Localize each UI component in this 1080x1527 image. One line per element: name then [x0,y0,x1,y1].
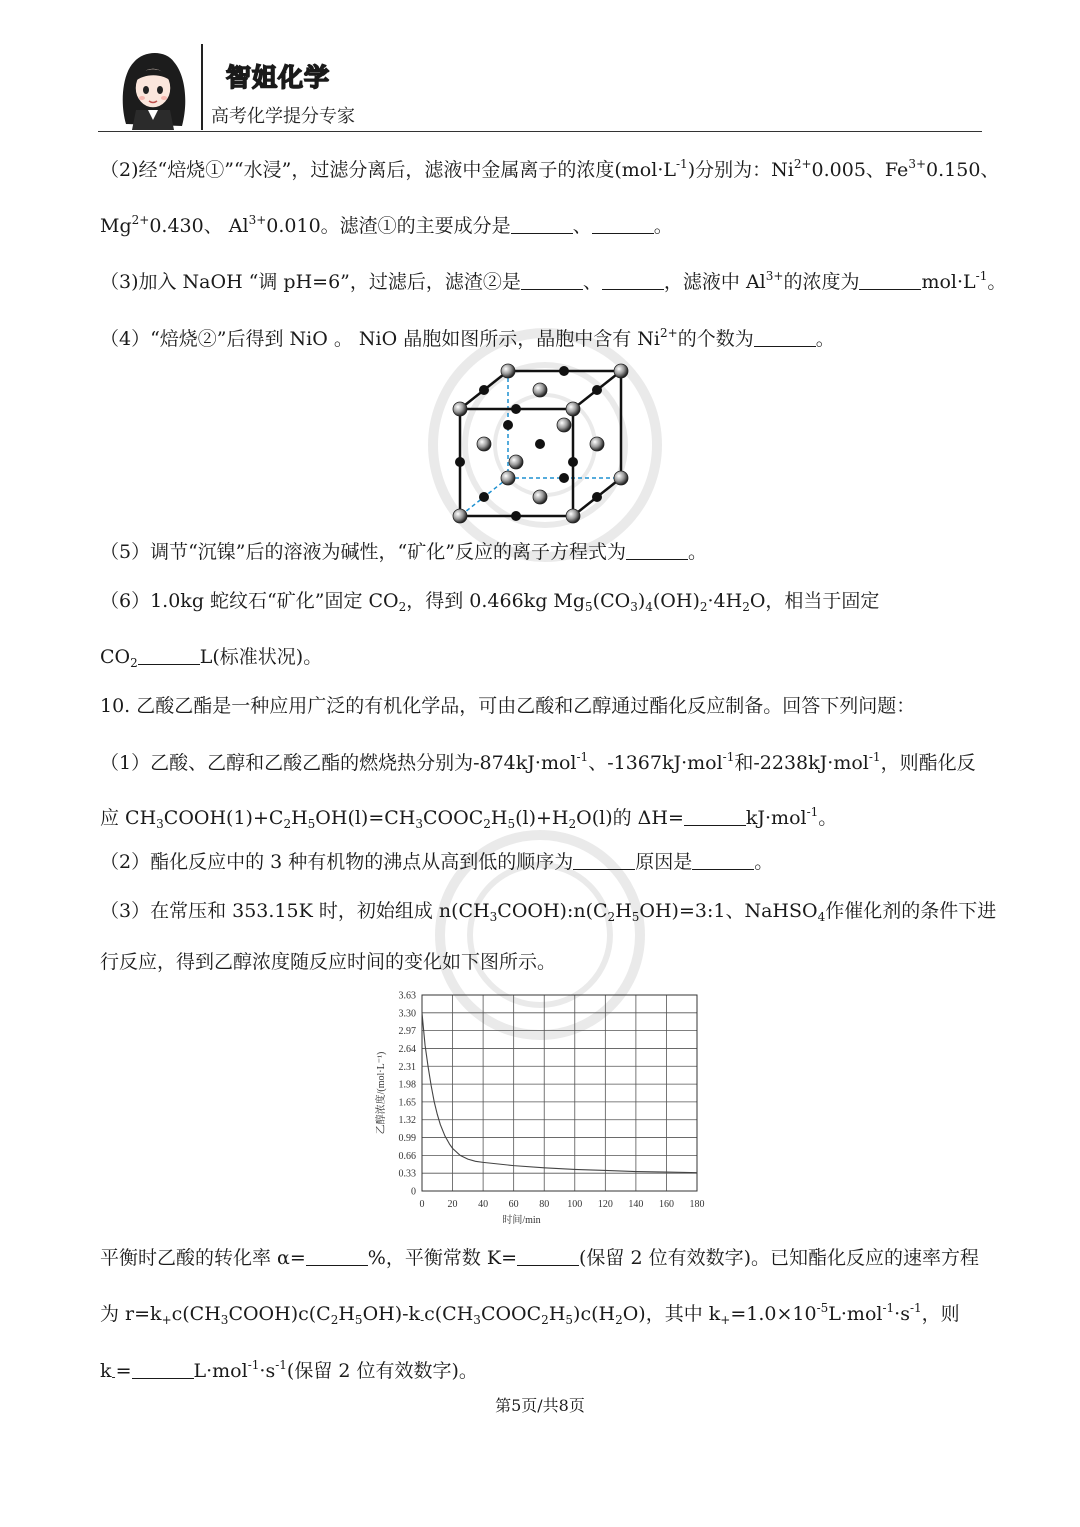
plot-frame [422,995,697,1191]
q10-part2 [100,850,773,874]
text: %，平衡常数 K= [367,1247,518,1269]
text: H [615,900,632,922]
text: 5 [565,1313,574,1327]
text: OH(l)=CH [315,807,416,829]
text: mol·L [921,271,976,293]
q9-part5 [100,540,707,564]
y-tick-label: 0 [411,1186,416,1198]
text: 行反应，得到乙醇浓度随反应时间的变化如下图所示。 [100,951,557,973]
text: 2+ [793,157,812,171]
y-tick-label: 0.99 [398,1133,416,1145]
answer-blank[interactable] [138,646,200,665]
text: （2）酯化反应中的 3 种有机物的沸点从高到低的顺序为 [100,851,574,873]
text: 。 [815,328,835,350]
text: + [720,1313,731,1327]
q10-part1-line2 [100,800,837,836]
nio-unit-cell-diagram [450,360,635,528]
y-tick-label: 2.64 [398,1043,416,1055]
text: 作催化剂的条件下进 [825,900,997,922]
text: 。 [687,541,707,563]
text: 和-2238kJ·mol [734,752,869,774]
text: -1 [975,269,988,283]
y-axis-label: 乙醇浓度/(mol·L⁻¹) [376,1051,387,1135]
text: H [291,807,308,829]
text: + [161,1313,172,1327]
text: 3+ [248,213,267,227]
text: L(标准状况)。 [199,646,323,668]
text: 、-1367kJ·mol [588,752,723,774]
text: （3)加入 NaOH “调 pH=6”，过滤后，滤渣②是 [100,271,521,293]
text: ，则 [921,1303,960,1325]
text: 5 [585,600,593,614]
avatar-illustration [112,44,194,130]
text: 3 [220,1313,229,1327]
q10-part1-line1 [100,745,976,775]
text: （3）在常压和 353.15K 时，初始组成 n(CH [100,900,490,922]
text: 3+ [765,269,784,283]
text: O，相当于固定 [749,590,880,612]
answer-blank[interactable] [573,851,635,870]
text: 2 [130,656,138,670]
text: -1 [722,750,735,764]
answer-blank[interactable] [859,271,921,290]
text: ·s [894,1303,910,1325]
x-tick-label: 80 [539,1199,550,1210]
text: ·4H [707,590,743,612]
header-subtitle: 高考化学提分专家 [211,106,355,127]
text: -1 [868,750,881,764]
text: 应 CH [100,807,157,829]
text: COOH)c(C [228,1303,331,1325]
q9-part2-line2 [100,208,673,238]
q9-part6-line1 [100,589,879,619]
text: COOH(1)+C [163,807,284,829]
text: OH)-k [362,1303,421,1325]
text: 。 [818,807,838,829]
text: COOC [423,807,484,829]
text: =1.0×10 [730,1303,817,1325]
text: )c(H [573,1303,616,1325]
q10-intro [100,694,915,718]
text: 2 [483,817,491,831]
y-tick-label: 2.31 [398,1061,416,1073]
y-tick-label: 3.30 [398,1008,416,1020]
q10-part4-line2 [100,1296,960,1332]
text: -1 [247,1358,260,1372]
text: （4）“焙烧②”后得到 NiO 。 NiO 晶胞如图所示，晶胞中含有 Ni [100,328,660,350]
x-tick-label: 60 [508,1199,519,1210]
header-rule [98,131,982,132]
text: )分别为：Ni [687,159,794,181]
text: 2 [568,817,577,831]
text: k [100,1360,112,1382]
text: - [111,1370,116,1384]
text: -1 [882,1301,895,1315]
text: 5 [307,817,316,831]
answer-blank[interactable] [692,851,754,870]
q9-part4 [100,321,835,351]
text: 3 [156,817,164,831]
text: 2+ [659,326,678,340]
text: 10. 乙酸乙酯是一种应用广泛的有机化学品，可由乙酸和乙醇通过酯化反应制备。回答下列问题： [100,695,916,717]
text: 0.010。滤渣①的主要成分是 [266,215,511,237]
y-tick-label: 1.65 [398,1097,416,1109]
x-tick-label: 140 [628,1199,644,1210]
text: c(CH [171,1303,221,1325]
text: ，滤液中 Al [663,271,766,293]
text: ·s [259,1360,276,1382]
text: 2+ [131,213,150,227]
text: COOC [480,1303,542,1325]
text: 5 [507,817,516,831]
text: 2 [283,817,292,831]
text: -5 [816,1301,829,1315]
text: 3+ [908,157,927,171]
q10-part4-line3 [100,1353,478,1389]
text: 3 [415,817,424,831]
text: L·mol [828,1303,883,1325]
answer-blank[interactable] [517,1247,579,1266]
text: 的浓度为 [783,271,860,293]
text: 。 [987,271,1007,293]
text: 2 [330,1313,339,1327]
text: -1 [675,157,688,171]
header-avatar [112,44,194,130]
text: 。 [754,851,774,873]
x-tick-label: 120 [597,1199,613,1210]
text: CO [100,646,131,668]
ethanol-concentration-chart [360,985,720,1235]
text: = [115,1360,132,1382]
header-divider-vertical [201,44,203,130]
ethanol-concentration-line [422,1013,697,1173]
text: (OH) [652,590,700,612]
x-tick-label: 160 [658,1199,674,1210]
answer-blank[interactable] [754,328,816,347]
x-tick-label: 40 [478,1199,489,1210]
text: 5 [631,910,640,924]
text: 2 [742,600,750,614]
text: 4 [817,910,826,924]
text: (CO [592,590,631,612]
text: 2 [398,600,407,614]
text: 为 r=k [100,1303,162,1325]
answer-blank[interactable] [132,1360,194,1379]
text: 平衡时乙酸的转化率 α= [100,1247,306,1269]
y-tick-label: 3.63 [398,990,416,1002]
answer-blank[interactable] [306,1247,368,1266]
x-tick-label: 0 [419,1199,425,1210]
text: H [338,1303,355,1325]
answer-blank[interactable] [592,215,654,234]
header-brand: 智姐化学 [226,63,331,92]
y-tick-label: 0.33 [398,1168,416,1180]
q9-part2-line1 [100,152,999,182]
text: Mg [100,215,132,237]
page-number: 第5页/共8页 [495,1396,585,1415]
answer-blank[interactable] [684,807,746,826]
text: 2 [699,600,708,614]
y-tick-label: 2.97 [398,1026,416,1038]
y-tick-label: 0.66 [398,1150,416,1162]
text: 2 [541,1313,549,1327]
x-axis-label: 时间/min [502,1215,541,1226]
text: -1 [806,805,819,819]
answer-blank[interactable] [602,271,664,290]
text: 0.430、 Al [149,215,249,237]
text: 、 [572,215,592,237]
text: （2)经“焙烧①”“水浸”，过滤分离后，滤液中金属离子的浓度( [100,159,622,181]
text: 2 [615,1313,623,1327]
text: mol·L [621,159,676,181]
answer-blank[interactable] [626,541,688,560]
x-tick-label: 100 [567,1199,583,1210]
text: 4 [645,600,653,614]
q9-part6-line2 [100,645,322,675]
x-tick-label: 20 [447,1199,458,1210]
text: (保留 2 位有效数字)。已知酯化反应的速率方程 [579,1247,980,1269]
text: O(l)的 ΔH= [576,807,684,829]
text: H [548,1303,566,1325]
text: ，得到 0.466kg Mg [406,590,586,612]
text: 3 [473,1313,481,1327]
text: 。 [653,215,673,237]
text: 的个数为 [677,328,754,350]
text: （1）乙酸、乙醇和乙酸乙酯的燃烧热分别为-874kJ·mol [100,752,577,774]
y-tick-label: 1.98 [398,1079,416,1091]
text: COOH):n(C [497,900,608,922]
answer-blank[interactable] [511,215,573,234]
text: 、 [582,271,602,293]
answer-blank[interactable] [521,271,583,290]
text: -1 [275,1358,287,1372]
text: （5）调节“沉镍”后的溶液为碱性，“矿化”反应的离子方程式为 [100,541,626,563]
text: - [420,1313,425,1327]
text: 5 [354,1313,363,1327]
text: 2 [607,910,616,924]
text: ，则酯化反 [880,752,976,774]
text: O)，其中 k [622,1303,721,1325]
text: c(CH [424,1303,474,1325]
text: -1 [576,750,589,764]
text: kJ·mol [745,807,807,829]
text: ) [637,590,646,612]
text: L·mol [193,1360,248,1382]
text: 0.150、 [926,159,1000,181]
text: 3 [489,910,498,924]
x-tick-label: 180 [689,1199,705,1210]
text: 0.005、Fe [811,159,909,181]
text: -1 [909,1301,922,1315]
y-tick-label: 1.32 [398,1115,416,1127]
q9-part3 [100,264,1006,294]
text: 原因是 [635,851,693,873]
text: 3 [630,600,638,614]
text: H [490,807,508,829]
text: （6）1.0kg 蛇纹石“矿化”固定 CO [100,590,399,612]
q10-part3-line2 [100,950,556,974]
text: (保留 2 位有效数字)。 [286,1360,478,1382]
text: (l)+H [515,807,569,829]
text: OH)=3:1、NaHSO [639,900,818,922]
q10-part4-line1 [100,1246,979,1270]
q10-part3-line1 [100,899,996,929]
